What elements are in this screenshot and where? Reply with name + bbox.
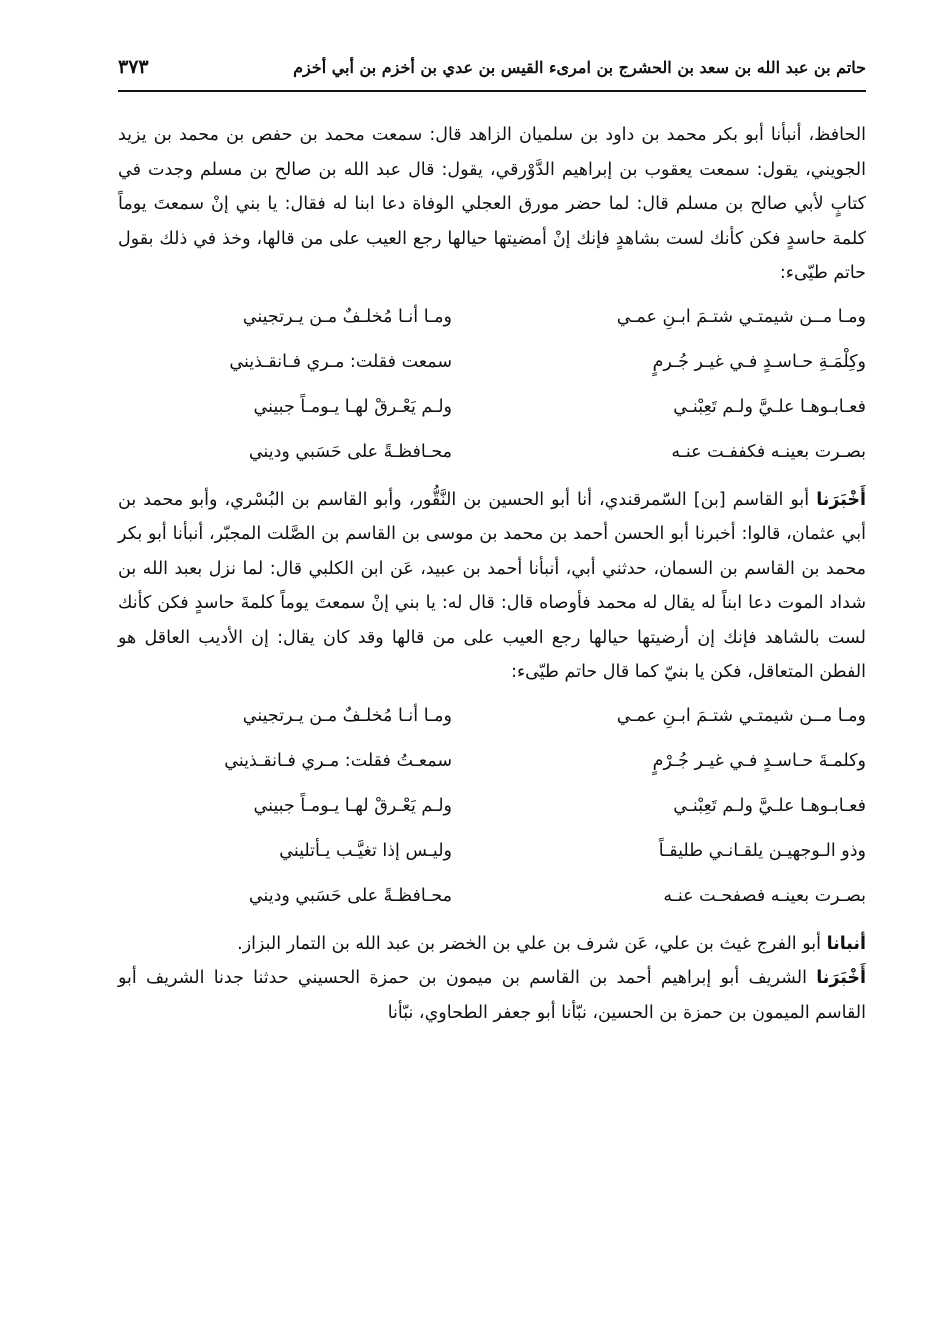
first-hemistich: وذو الـوجهيـن يلقـانـي طليقـاً [658, 840, 866, 861]
second-hemistich: سمعت فقلت: مـري فـانقـذيني [229, 351, 452, 372]
second-hemistich: وليـس إذا تغيَّـب يـأتليني [279, 840, 452, 861]
poem-2-verse [118, 874, 866, 919]
first-hemistich: وكلمـةَ حـاسـدٍ فـي غيـر جُـرْمٍ [652, 750, 866, 771]
page-number: ٣٧٣ [118, 56, 149, 78]
paragraph-3-text: أبو الفرج غيث بن علي، عَن شرف بن علي بن الخضر بن عبد الله بن التمار البزاز. [237, 933, 821, 954]
second-hemistich: محـافظـةً على حَسَبي وديني [248, 441, 452, 462]
paragraph-2-text: أبو القاسم [بن] السّمرقندي، أنا أبو الحسين بن النَّقُّور، وأبو القاسم بن البُسْري، وأبو محمد بن أبي عثمان، قالوا: أخبرنا أبو الحسن أحمد بن محمد بن موسى بن القاسم بن الصَّلت المجبّر، أنبأنا أبو بكر محمد بن القاسم بن السمان، حدثني أبي، أنبأنا أحمد بن عبيد، عَن ابن الكلبي قال: لما نزل بعبد الله بن شداد الموت دعا ابناً له يقال له محمد فأوصاه قال: قال له: يا بني إنْ سمعتَ يوماً كلمةَ حاسدٍ فكن كأنك لست بالشاهد فإنك إن أرضيتها حيالها رجع العيب على من قالها وقد كان يقال: إن الأديب العاقل هو الفطن المتعاقل، فكن يا بنيّ كما قال حاتم طيّىء: [118, 489, 866, 682]
paragraph-3-lead: أنبانا [826, 933, 866, 954]
page-body [118, 118, 866, 1030]
paragraph-4-lead: أَخْبَرَنا [816, 968, 866, 988]
poem-2-verse [118, 694, 866, 739]
paragraph-2-lead: أَخْبَرَنا [816, 489, 866, 510]
paragraph-4-text: الشريف أبو إبراهيم أحمد بن القاسم بن ميمون بن حمزة الحسيني حدثنا جدنا الشريف أبو القاسم الميمون بن حمزة بن الحسين، نبّأنا أبو جعفر الطحاوي، نبّأنا [118, 968, 866, 1023]
paragraph-1: الحافظ، أنبأنا أبو بكر محمد بن داود بن سلميان الزاهد قال: سمعت محمد بن حفص بن محمد بن يزيد الجويني، يقول: سمعت يعقوب بن إبراهيم الدَّوْرقي، يقول: قال عبد الله بن صالح بن مسلم وجدت في كتابٍ لأبي صالح بن مسلم قال: لما حضر مورق العجلي الوفاة دعا ابنا له فقال: يا بني إنْ سمعتَ يوماً كلمة حاسدٍ فكن كأنك لست بشاهدٍ فإنك إنْ أمضيتها حيالها رجع العيب على من قالها، وخذ في ذلك بقول حاتم طيّىء: [118, 125, 866, 283]
poem-1-verse [118, 430, 866, 475]
poem-2-verse [118, 784, 866, 829]
running-header [118, 52, 866, 92]
poem-2-verse [118, 739, 866, 784]
paragraph-2 [118, 483, 866, 690]
poem-1 [118, 295, 866, 475]
poem-2 [118, 694, 866, 919]
poem-1-verse [118, 385, 866, 430]
poem-1-verse [118, 295, 866, 340]
first-hemistich: وكِلْمَـةِ حـاسـدٍ فـي غيـر جُـرمٍ [652, 351, 866, 372]
second-hemistich: محـافظـةً على حَسَبي وديني [248, 885, 452, 906]
first-hemistich: بصـرت بعينـه فكففـت عنـه [671, 441, 866, 462]
first-hemistich: فعـابـوهـا علـيَّ ولـم تَعِبْنـي [673, 795, 866, 816]
first-hemistich: ومـا مــن شيمتـي شتـمَ ابـنِ عمـي [616, 705, 866, 726]
first-hemistich: بصـرت بعينـه فصفحـت عنـه [663, 885, 866, 906]
second-hemistich: ولـم يَعْـرقْ لهـا يـومـاً جبيني [253, 795, 452, 816]
second-hemistich: ولـم يَعْـرقْ لهـا يـومـاً جبيني [253, 396, 452, 417]
header-title: حاتم بن عبد الله بن سعد بن الحشرج بن امرىء القيس بن عدي بن أخزم بن أبي أخزم [293, 58, 866, 77]
poem-1-verse [118, 340, 866, 385]
second-hemistich: سمعـتُ فقلت: مـري فـانقـذيني [224, 750, 452, 771]
second-hemistich: ومـا أنـا مُخلـفٌ مـن يـرتجيني [242, 306, 452, 327]
first-hemistich: ومـا مــن شيمتـي شتـمَ ابـنِ عمـي [616, 306, 866, 327]
paragraph-3 [118, 927, 866, 962]
paragraph-4 [118, 961, 866, 1030]
first-hemistich: فعـابـوهـا علـيَّ ولـم تَعِبْنـي [673, 396, 866, 417]
poem-2-verse [118, 829, 866, 874]
second-hemistich: ومـا أنـا مُخلـفٌ مـن يـرتجيني [242, 705, 452, 726]
